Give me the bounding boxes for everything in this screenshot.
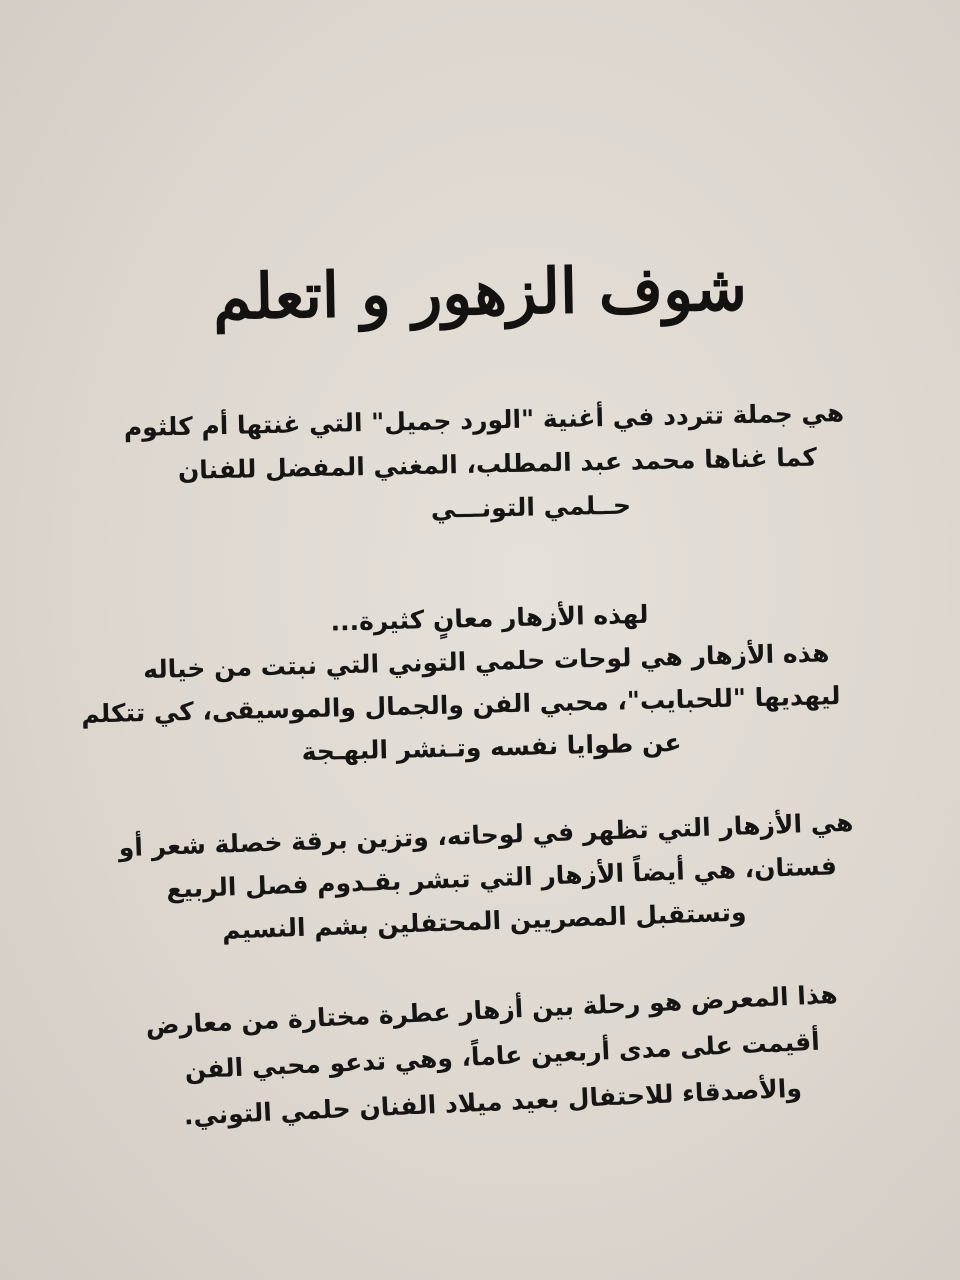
paragraph-line: هي الأزهار التي تظهر في لوحاته، وتزين برقة خصلة شعر أو	[118, 807, 854, 863]
paragraph-line: فستان، هي أيضاً الأزهار التي تبشر بقـدوم فصل الربيع	[165, 851, 838, 904]
paragraph-line: لهذه الأزهار معانٍ كثيرة...	[330, 599, 649, 637]
flowers-paragraph	[118, 801, 857, 953]
paragraph-line: عن طوايا نفسه وتـنشر البهـجة	[301, 727, 682, 767]
paragraph-line: وتستقبل المصريين المحتفلين بشم النسيم	[221, 897, 747, 945]
paragraph-line: والأصدقاء للاحتفال بعيد ميلاد الفنان حلمي التوني.	[183, 1073, 803, 1131]
paragraph-line: هذا المعرض هو رحلة بين أزهار عطرة مختارة من معارض	[145, 979, 839, 1041]
paragraph-line: هي جملة تتردد في أغنية "الورد جميل" التي غنتها أم كلثوم	[123, 397, 845, 443]
artist-name-line: حــلمي التونـــي	[430, 490, 632, 524]
paragraph-line: كما غناها محمد عبد المطلب، المغني المفضل للفنان	[177, 442, 818, 485]
paragraph-line: هذه الأزهار هي لوحات حلمي التوني التي نبتت من خياله	[142, 638, 830, 685]
exhibition-paragraph	[145, 972, 843, 1138]
page-title: شوف الزهور و اتعلم	[212, 251, 748, 334]
meanings-paragraph	[80, 588, 842, 776]
paragraph-line: ليهديها "للحبايب"، محبي الفن والجمال والموسيقى، كي تتكلم	[80, 681, 841, 729]
intro-paragraph	[123, 391, 847, 537]
paragraph-line: أقيمت على مدى أربعين عاماً، وهي تدعو محبي الفن	[184, 1026, 821, 1085]
